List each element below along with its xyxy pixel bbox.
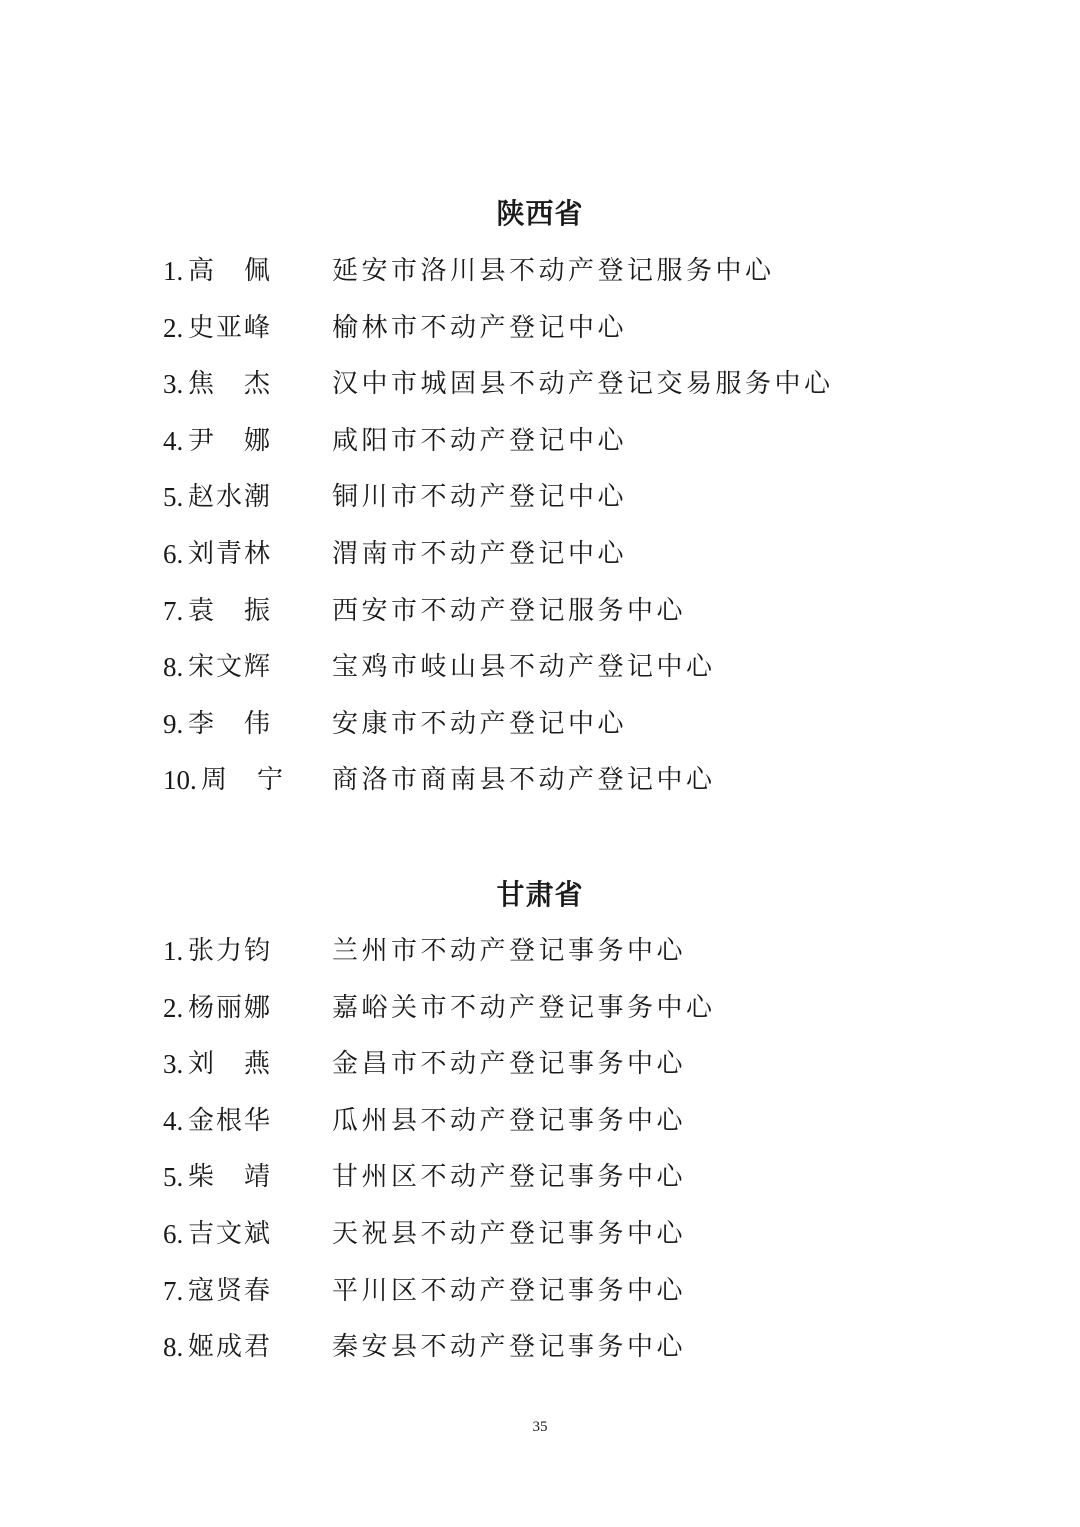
entry-name: 袁 振 (188, 595, 273, 626)
list-item (0, 1214, 1080, 1254)
entry-number: 2. (163, 992, 184, 1023)
entry-name: 吉文斌 (188, 1219, 273, 1249)
entry-name: 张力钧 (188, 936, 273, 966)
entry-name: 杨丽娜 (188, 992, 273, 1023)
entry-organization: 宝鸡市岐山县不动产登记中心 (332, 652, 716, 683)
list-item (0, 931, 1080, 971)
list-item (0, 1157, 1080, 1197)
entry-number: 6. (163, 1219, 184, 1249)
entry-organization: 商洛市商南县不动产登记中心 (332, 765, 716, 796)
entry-name: 姬成君 (188, 1332, 273, 1363)
entry-organization: 甘州区不动产登记事务中心 (332, 1162, 687, 1193)
entry-organization: 兰州市不动产登记事务中心 (332, 936, 687, 966)
entry-number: 9. (163, 708, 184, 739)
entry-organization: 铜川市不动产登记中心 (332, 482, 628, 513)
entry-name: 焦 杰 (188, 369, 273, 400)
entry-number: 1. (163, 256, 184, 286)
entry-name: 尹 娜 (188, 425, 273, 456)
list-item (0, 704, 1080, 744)
entry-organization: 天祝县不动产登记事务中心 (332, 1219, 687, 1249)
list-item (0, 647, 1080, 687)
entry-name: 柴 靖 (188, 1162, 273, 1193)
entry-name: 史亚峰 (188, 312, 273, 343)
entry-name: 寇贤春 (188, 1275, 273, 1306)
entry-number: 3. (163, 369, 184, 400)
entry-organization: 延安市洛川县不动产登记服务中心 (332, 256, 775, 286)
entry-number: 10. (163, 765, 197, 796)
entry-name: 周 宁 (201, 765, 286, 796)
list-item (0, 1101, 1080, 1141)
entry-organization: 渭南市不动产登记中心 (332, 539, 628, 569)
entry-name: 刘青林 (188, 539, 273, 569)
entry-name: 李 伟 (188, 708, 273, 739)
entry-organization: 汉中市城固县不动产登记交易服务中心 (332, 369, 834, 400)
entry-name: 宋文辉 (188, 652, 273, 683)
entry-organization: 榆林市不动产登记中心 (332, 312, 628, 343)
list-item (0, 1271, 1080, 1311)
list-item (0, 308, 1080, 348)
entry-number: 6. (163, 539, 184, 569)
entry-organization: 安康市不动产登记中心 (332, 708, 628, 739)
entry-number: 7. (163, 595, 184, 626)
list-item (0, 364, 1080, 404)
list-item (0, 1044, 1080, 1084)
entry-number: 3. (163, 1049, 184, 1080)
section-title-shaanxi: 陕西省 (496, 197, 584, 230)
entry-organization: 西安市不动产登记服务中心 (332, 595, 687, 626)
entry-organization: 秦安县不动产登记事务中心 (332, 1332, 687, 1363)
entry-organization: 瓜州县不动产登记事务中心 (332, 1105, 687, 1136)
entry-name: 金根华 (188, 1105, 273, 1136)
entry-organization: 金昌市不动产登记事务中心 (332, 1049, 687, 1080)
entry-number: 1. (163, 936, 184, 966)
entry-number: 8. (163, 652, 184, 683)
list-item (0, 760, 1080, 800)
entry-number: 5. (163, 1162, 184, 1193)
list-item (0, 1327, 1080, 1367)
list-item (0, 477, 1080, 517)
entry-number: 4. (163, 1105, 184, 1136)
list-item (0, 534, 1080, 574)
entry-number: 8. (163, 1332, 184, 1363)
entry-number: 7. (163, 1275, 184, 1306)
section-title-gansu: 甘肃省 (496, 878, 584, 911)
entry-organization: 平川区不动产登记事务中心 (332, 1275, 687, 1306)
entry-number: 4. (163, 425, 184, 456)
list-item (0, 591, 1080, 631)
entry-name: 刘 燕 (188, 1049, 273, 1080)
list-item (0, 988, 1080, 1028)
entry-number: 2. (163, 312, 184, 343)
entry-organization: 咸阳市不动产登记中心 (332, 425, 628, 456)
entry-number: 5. (163, 482, 184, 513)
entry-name: 赵水潮 (188, 482, 273, 513)
entry-name: 高 佩 (188, 256, 273, 286)
list-item (0, 251, 1080, 291)
entry-organization: 嘉峪关市不动产登记事务中心 (332, 992, 716, 1023)
list-item (0, 421, 1080, 461)
page-number: 35 (532, 1419, 548, 1435)
